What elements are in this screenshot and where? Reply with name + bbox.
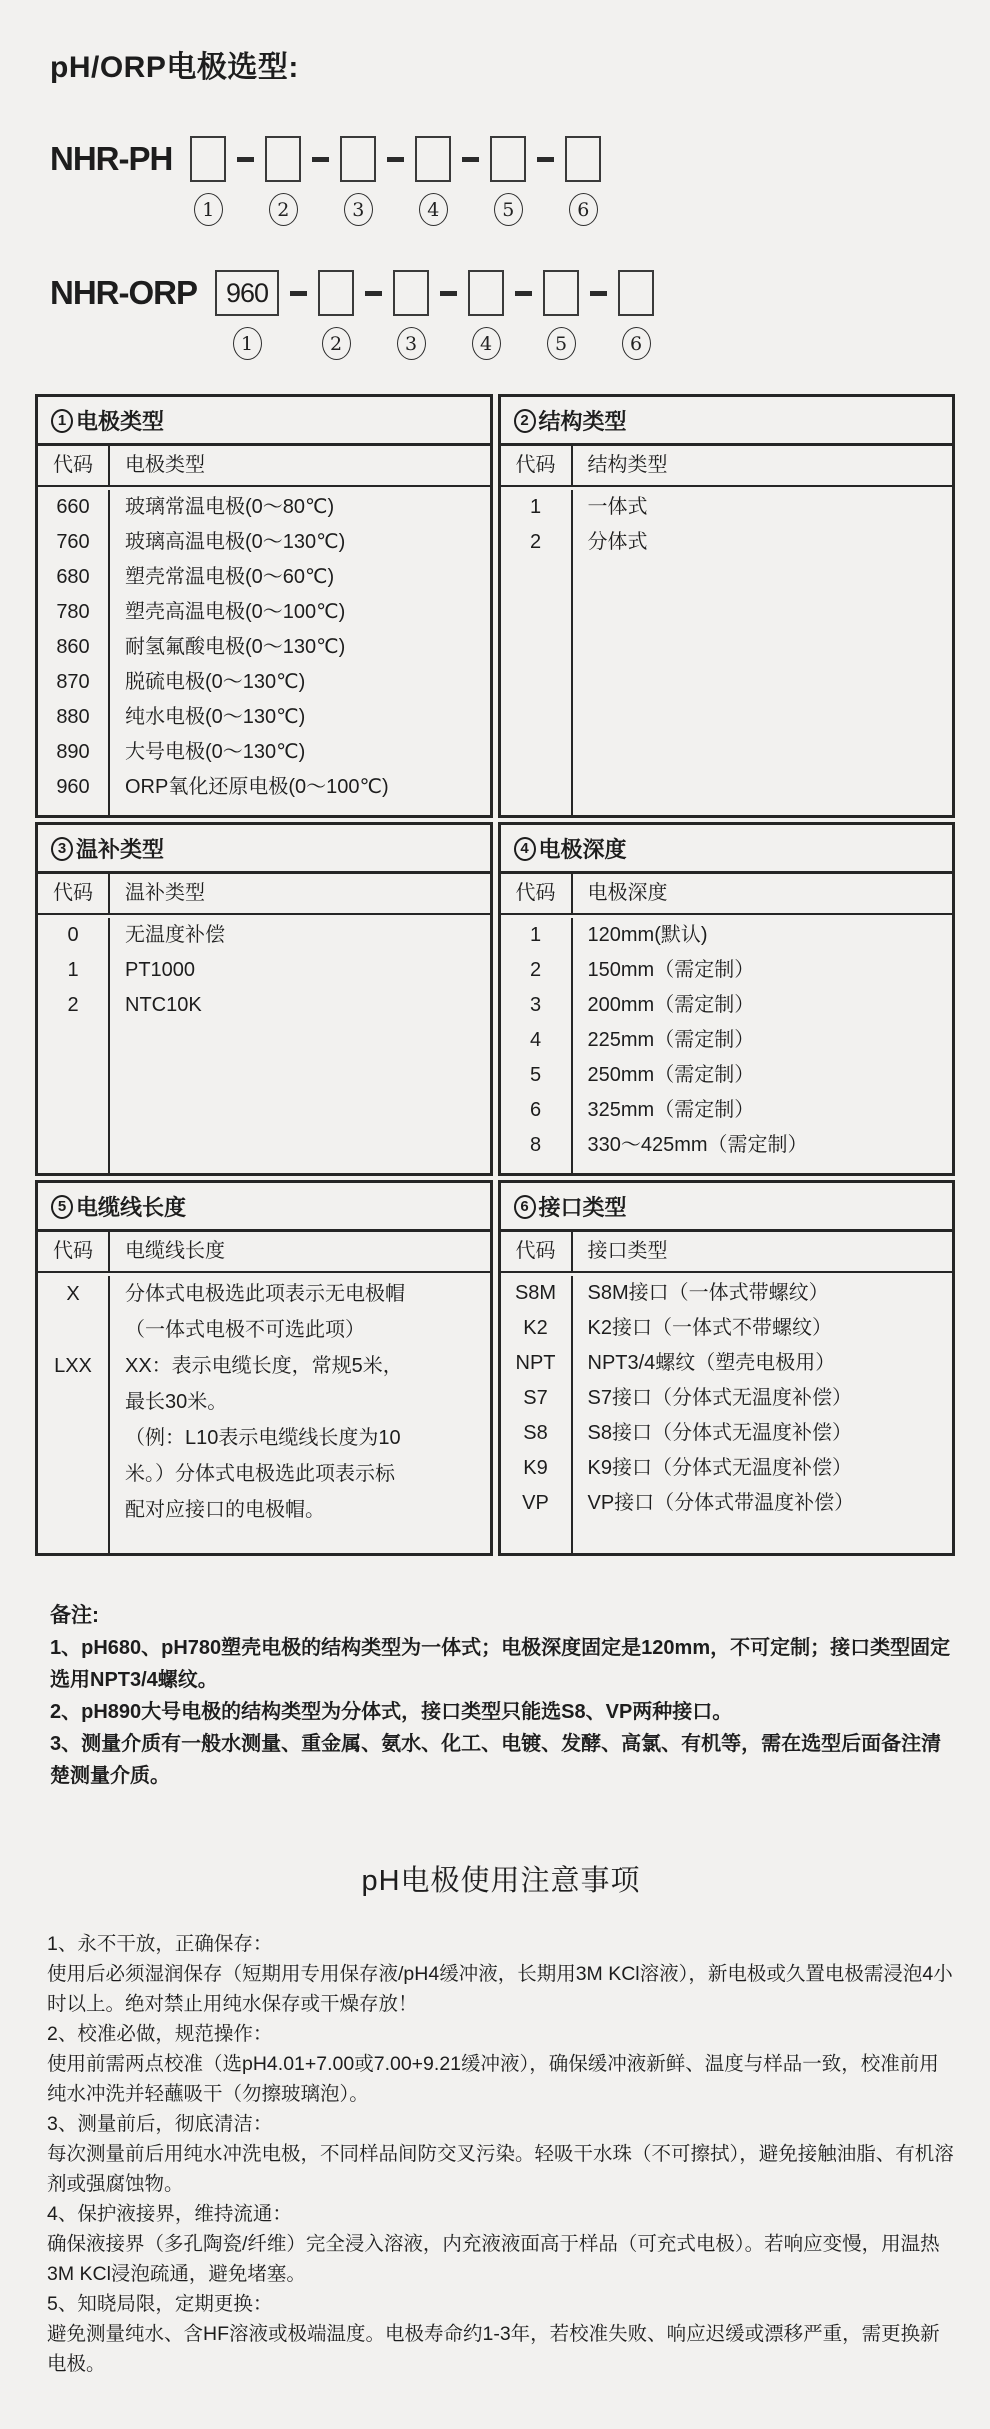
section-title bbox=[501, 397, 953, 446]
code-cell bbox=[501, 1163, 573, 1173]
table-row bbox=[501, 1416, 953, 1451]
code-slot-unit bbox=[543, 270, 579, 360]
table-body bbox=[501, 915, 953, 1173]
desc-cell: 120mm(默认) bbox=[587, 924, 708, 946]
code-cell: 880 bbox=[38, 700, 110, 735]
code-slot-unit bbox=[490, 136, 526, 226]
table-filler-row bbox=[501, 1163, 953, 1173]
dash-line bbox=[590, 291, 607, 296]
desc-cell: S8接口（分体式无温度补偿） bbox=[587, 1422, 852, 1444]
desc-line: 分体式电极选此项表示无电极帽 bbox=[125, 1283, 405, 1305]
usage-item-heading: 4、保护液接界，维持流通： bbox=[47, 2203, 292, 2225]
desc-cell: 一体式 bbox=[587, 496, 648, 518]
circled-number-icon: 3 bbox=[51, 837, 73, 861]
table-pair-2 bbox=[35, 822, 955, 1176]
desc-cell bbox=[110, 805, 490, 815]
code-column-header: 代码 bbox=[38, 874, 110, 913]
desc-cell bbox=[110, 1528, 490, 1553]
model-diagram-orp bbox=[50, 270, 955, 360]
desc-cell: K2接口（一体式不带螺纹） bbox=[587, 1317, 832, 1339]
table-body bbox=[38, 915, 490, 1173]
column-header-row bbox=[38, 874, 490, 915]
remark-item: 2、pH890大号电极的结构类型为分体式，接口类型只能选S8、VP两种接口。 bbox=[50, 1701, 733, 1723]
table-row bbox=[501, 1128, 953, 1163]
usage-item bbox=[47, 2109, 955, 2199]
page-title: pH/ORP电极选型: bbox=[50, 51, 299, 84]
desc-cell: S8M接口（一体式带螺纹） bbox=[587, 1282, 829, 1304]
desc-cell: 塑壳高温电极(0～100℃) bbox=[125, 601, 346, 623]
code-cell: K2 bbox=[501, 1311, 573, 1346]
circled-number-icon: 4 bbox=[514, 837, 536, 861]
desc-cell: 250mm（需定制） bbox=[587, 1064, 755, 1086]
code-slot-unit bbox=[340, 136, 376, 226]
code-cell: 4 bbox=[501, 1023, 573, 1058]
desc-cell: S7接口（分体式无温度补偿） bbox=[587, 1387, 852, 1409]
code-cell: 780 bbox=[38, 595, 110, 630]
code-cell: 8 bbox=[501, 1128, 573, 1163]
code-cell bbox=[501, 560, 573, 815]
position-3-badge: 3 bbox=[344, 193, 373, 226]
table-pair-1 bbox=[35, 394, 955, 818]
code-slot-box-960: 960 bbox=[215, 270, 279, 316]
desc-cell: 塑壳常温电极(0～60℃) bbox=[125, 566, 335, 588]
code-cell: 0 bbox=[38, 918, 110, 953]
code-cell: 5 bbox=[501, 1058, 573, 1093]
code-cell: 760 bbox=[38, 525, 110, 560]
table-row bbox=[501, 1486, 953, 1521]
desc-cell bbox=[110, 1348, 490, 1528]
code-cell: 1 bbox=[38, 953, 110, 988]
dash-separator bbox=[290, 270, 307, 316]
desc-cell: 玻璃高温电极(0～130℃) bbox=[125, 531, 346, 553]
code-cell: LXX bbox=[38, 1348, 110, 1528]
dash-separator bbox=[387, 136, 404, 182]
usage-notes-block bbox=[47, 1858, 955, 2379]
section-connector-type bbox=[498, 1180, 956, 1556]
table-row bbox=[38, 490, 490, 525]
code-slot-box bbox=[565, 136, 601, 182]
dash-line bbox=[237, 157, 254, 162]
dash-line bbox=[290, 291, 307, 296]
code-column-header: 代码 bbox=[501, 874, 573, 913]
position-1-badge: 1 bbox=[233, 327, 262, 360]
desc-cell: 分体式 bbox=[587, 531, 648, 553]
section-cable-length bbox=[35, 1180, 493, 1556]
code-cell bbox=[38, 1023, 110, 1173]
code-cell: 860 bbox=[38, 630, 110, 665]
code-slot-box bbox=[393, 270, 429, 316]
code-slot-box bbox=[543, 270, 579, 316]
table-filler-row bbox=[38, 1528, 490, 1553]
position-5-badge: 5 bbox=[547, 327, 576, 360]
table-row bbox=[501, 525, 953, 560]
code-slot-unit bbox=[318, 270, 354, 360]
table-filler-row bbox=[501, 1521, 953, 1553]
section-title bbox=[501, 1183, 953, 1232]
desc-line: （一体式电极不可选此项） bbox=[125, 1319, 365, 1341]
code-cell: VP bbox=[501, 1486, 573, 1521]
desc-line: （例：L10表示电缆线长度为10 bbox=[125, 1427, 401, 1449]
desc-cell: 纯水电极(0～130℃) bbox=[125, 706, 306, 728]
desc-column-header: 电极深度 bbox=[587, 882, 668, 904]
code-cell: 660 bbox=[38, 490, 110, 525]
table-row bbox=[501, 1451, 953, 1486]
desc-cell: NPT3/4螺纹（塑壳电极用） bbox=[587, 1352, 836, 1374]
desc-cell: 无温度补偿 bbox=[125, 924, 225, 946]
dash-separator bbox=[462, 136, 479, 182]
usage-item-body: 使用前需两点校准（选pH4.01+7.00或7.00+9.21缓冲液），确保缓冲液新鲜、温度与样品一致，校准前用纯水冲洗并轻蘸吸干（勿擦玻璃泡）。 bbox=[47, 2053, 939, 2105]
table-row bbox=[38, 988, 490, 1023]
table-filler-row bbox=[38, 1023, 490, 1173]
code-slot-box bbox=[618, 270, 654, 316]
section-electrode-type bbox=[35, 394, 493, 818]
dash-line bbox=[387, 157, 404, 162]
table-row bbox=[501, 1381, 953, 1416]
code-slot-box bbox=[490, 136, 526, 182]
code-cell: 890 bbox=[38, 735, 110, 770]
remark-item: 1、pH680、pH780塑壳电极的结构类型为一体式；电极深度固定是120mm，不可定制；接口类型固定选用NPT3/4螺纹。 bbox=[50, 1637, 951, 1691]
desc-column-header: 电极类型 bbox=[125, 454, 205, 476]
code-slot-unit bbox=[618, 270, 654, 360]
table-row bbox=[38, 560, 490, 595]
code-slot-unit bbox=[393, 270, 429, 360]
desc-cell bbox=[573, 560, 953, 815]
desc-cell bbox=[110, 1276, 490, 1348]
dash-line bbox=[515, 291, 532, 296]
code-slots-row bbox=[190, 136, 601, 226]
desc-line: 最长30米。 bbox=[125, 1391, 228, 1413]
usage-item-heading: 3、测量前后，彻底清洁： bbox=[47, 2113, 273, 2135]
table-row bbox=[501, 1058, 953, 1093]
usage-item-heading: 1、永不干放，正确保存： bbox=[47, 1933, 273, 1955]
dash-separator bbox=[590, 270, 607, 316]
code-slot-box bbox=[340, 136, 376, 182]
desc-cell: 225mm（需定制） bbox=[587, 1029, 755, 1051]
code-slot-unit bbox=[565, 136, 601, 226]
code-slot-box bbox=[468, 270, 504, 316]
code-slots-row bbox=[215, 270, 654, 360]
code-cell: 870 bbox=[38, 665, 110, 700]
dash-separator bbox=[440, 270, 457, 316]
column-header-row bbox=[501, 874, 953, 915]
code-cell: NPT bbox=[501, 1346, 573, 1381]
usage-item bbox=[47, 2199, 955, 2289]
code-cell: 2 bbox=[501, 525, 573, 560]
table-row bbox=[501, 490, 953, 525]
desc-cell: VP接口（分体式带温度补偿） bbox=[587, 1492, 855, 1514]
desc-cell: 耐氢氟酸电极(0～130℃) bbox=[125, 636, 346, 658]
desc-cell: 玻璃常温电极(0～80℃) bbox=[125, 496, 335, 518]
desc-cell: 330～425mm（需定制） bbox=[587, 1134, 808, 1156]
usage-title: pH电极使用注意事项 bbox=[361, 1865, 641, 1897]
model-prefix-ph: NHR-PH bbox=[50, 140, 173, 177]
table-filler-row bbox=[501, 560, 953, 815]
code-slot-box bbox=[318, 270, 354, 316]
code-column-header: 代码 bbox=[38, 446, 110, 485]
code-cell bbox=[501, 1521, 573, 1553]
usage-item bbox=[47, 2289, 955, 2379]
table-pair-3 bbox=[35, 1180, 955, 1556]
code-slot-box bbox=[190, 136, 226, 182]
section-title-text: 温补类型 bbox=[76, 837, 165, 862]
table-filler-row bbox=[38, 805, 490, 815]
circled-number-icon: 6 bbox=[514, 1195, 536, 1219]
dash-line bbox=[462, 157, 479, 162]
usage-item-heading: 2、校准必做，规范操作： bbox=[47, 2023, 273, 2045]
table-body bbox=[38, 1273, 490, 1553]
code-cell: 1 bbox=[501, 490, 573, 525]
desc-cell: 150mm（需定制） bbox=[587, 959, 755, 981]
model-prefix-orp: NHR-ORP bbox=[50, 274, 197, 311]
code-cell: 2 bbox=[501, 953, 573, 988]
table-row bbox=[38, 665, 490, 700]
column-header-row bbox=[38, 446, 490, 487]
position-1-badge: 1 bbox=[194, 193, 223, 226]
desc-cell: 200mm（需定制） bbox=[587, 994, 755, 1016]
code-cell: K9 bbox=[501, 1451, 573, 1486]
dash-line bbox=[312, 157, 329, 162]
desc-cell: ORP氧化还原电极(0～100℃) bbox=[125, 776, 389, 798]
section-title-text: 结构类型 bbox=[538, 409, 627, 434]
table-row bbox=[38, 700, 490, 735]
remarks-block bbox=[50, 1600, 955, 1792]
table-body bbox=[501, 1273, 953, 1553]
table-body bbox=[38, 487, 490, 815]
remarks-title: 备注: bbox=[50, 1604, 99, 1627]
section-title-text: 电缆线长度 bbox=[76, 1195, 187, 1220]
code-cell: 1 bbox=[501, 918, 573, 953]
model-diagram-ph bbox=[50, 136, 955, 226]
desc-line: 米。）分体式电极选此项表示标 bbox=[125, 1463, 395, 1485]
desc-cell: 大号电极(0～130℃) bbox=[125, 741, 306, 763]
code-cell: X bbox=[38, 1276, 110, 1348]
position-2-badge: 2 bbox=[322, 327, 351, 360]
table-row bbox=[38, 953, 490, 988]
table-row bbox=[501, 988, 953, 1023]
desc-cell bbox=[573, 1163, 953, 1173]
code-column-header: 代码 bbox=[501, 446, 573, 485]
dash-separator bbox=[365, 270, 382, 316]
table-row bbox=[501, 918, 953, 953]
position-6-badge: 6 bbox=[622, 327, 651, 360]
table-row bbox=[38, 595, 490, 630]
dash-separator bbox=[237, 136, 254, 182]
section-title-text: 电极深度 bbox=[538, 837, 627, 862]
desc-line: XX：表示电缆长度，常规5米， bbox=[125, 1355, 403, 1377]
code-cell: S8M bbox=[501, 1276, 573, 1311]
desc-cell: 325mm（需定制） bbox=[587, 1099, 755, 1121]
usage-item-body: 每次测量前后用纯水冲洗电极，不同样品间防交叉污染。轻吸干水珠（不可擦拭），避免接触油脂、有机溶剂或强腐蚀物。 bbox=[47, 2143, 954, 2195]
code-cell: 2 bbox=[38, 988, 110, 1023]
section-electrode-depth bbox=[498, 822, 956, 1176]
desc-cell: NTC10K bbox=[125, 994, 202, 1016]
desc-column-header: 接口类型 bbox=[587, 1240, 668, 1262]
dash-separator bbox=[537, 136, 554, 182]
usage-item-body: 避免测量纯水、含HF溶液或极端温度。电极寿命约1-3年，若校准失败、响应迟缓或漂移严重，需更换新电极。 bbox=[47, 2323, 940, 2375]
position-4-badge: 4 bbox=[472, 327, 501, 360]
section-title-text: 电极类型 bbox=[76, 409, 165, 434]
desc-column-header: 电缆线长度 bbox=[125, 1240, 225, 1262]
usage-item-heading: 5、知晓局限，定期更换： bbox=[47, 2293, 273, 2315]
code-slot-box bbox=[415, 136, 451, 182]
table-row bbox=[38, 735, 490, 770]
code-slot-box bbox=[265, 136, 301, 182]
table-row bbox=[38, 525, 490, 560]
dash-separator bbox=[312, 136, 329, 182]
table-row bbox=[38, 918, 490, 953]
position-2-badge: 2 bbox=[269, 193, 298, 226]
code-cell: 3 bbox=[501, 988, 573, 1023]
usage-item bbox=[47, 2019, 955, 2109]
column-header-row bbox=[501, 1232, 953, 1273]
section-title bbox=[38, 397, 490, 446]
code-slot-unit bbox=[215, 270, 279, 360]
code-slot-unit bbox=[265, 136, 301, 226]
desc-cell: PT1000 bbox=[125, 959, 196, 981]
circled-number-icon: 5 bbox=[51, 1195, 73, 1219]
desc-cell: 脱硫电极(0～130℃) bbox=[125, 671, 306, 693]
code-cell: 6 bbox=[501, 1093, 573, 1128]
dash-line bbox=[440, 291, 457, 296]
desc-line: 配对应接口的电极帽。 bbox=[125, 1499, 325, 1521]
desc-column-header: 结构类型 bbox=[587, 454, 668, 476]
circled-number-icon: 1 bbox=[51, 409, 73, 433]
desc-cell bbox=[110, 1023, 490, 1173]
section-title bbox=[501, 825, 953, 874]
usage-item-body: 使用后必须湿润保存（短期用专用保存液/pH4缓冲液，长期用3M KCl溶液），新电极或久置电极需浸泡4小时以上。绝对禁止用纯水保存或干燥存放！ bbox=[47, 1963, 953, 2015]
code-cell: 680 bbox=[38, 560, 110, 595]
table-row bbox=[501, 1276, 953, 1311]
table-row bbox=[38, 1276, 490, 1348]
section-temp-compensation bbox=[35, 822, 493, 1176]
table-row bbox=[501, 1346, 953, 1381]
table-body bbox=[501, 487, 953, 815]
dash-separator bbox=[515, 270, 532, 316]
circled-number-icon: 2 bbox=[514, 409, 536, 433]
code-cell: S8 bbox=[501, 1416, 573, 1451]
remark-item: 3、测量介质有一般水测量、重金属、氨水、化工、电镀、发酵、高氯、有机等，需在选型后面备注清楚测量介质。 bbox=[50, 1733, 942, 1787]
code-cell: S7 bbox=[501, 1381, 573, 1416]
section-title-text: 接口类型 bbox=[538, 1195, 627, 1220]
table-row bbox=[501, 1311, 953, 1346]
usage-item bbox=[47, 1929, 955, 2019]
table-row bbox=[38, 770, 490, 805]
code-slot-unit bbox=[468, 270, 504, 360]
table-row bbox=[501, 1093, 953, 1128]
table-row bbox=[38, 630, 490, 665]
table-row bbox=[501, 953, 953, 988]
code-cell bbox=[38, 805, 110, 815]
table-row bbox=[38, 1348, 490, 1528]
code-column-header: 代码 bbox=[38, 1232, 110, 1271]
section-structure-type bbox=[498, 394, 956, 818]
section-title bbox=[38, 1183, 490, 1232]
desc-cell bbox=[573, 1521, 953, 1553]
code-slot-unit bbox=[190, 136, 226, 226]
code-cell bbox=[38, 1528, 110, 1553]
desc-cell: K9接口（分体式无温度补偿） bbox=[587, 1457, 852, 1479]
usage-item-body: 确保液接界（多孔陶瓷/纤维）完全浸入溶液，内充液液面高于样品（可充式电极）。若响应变慢，用温热3M KCl浸泡疏通，避免堵塞。 bbox=[47, 2233, 940, 2285]
position-4-badge: 4 bbox=[419, 193, 448, 226]
code-slot-unit bbox=[415, 136, 451, 226]
table-row bbox=[501, 1023, 953, 1058]
code-cell: 960 bbox=[38, 770, 110, 805]
desc-column-header: 温补类型 bbox=[125, 882, 205, 904]
column-header-row bbox=[38, 1232, 490, 1273]
section-title bbox=[38, 825, 490, 874]
dash-line bbox=[365, 291, 382, 296]
position-3-badge: 3 bbox=[397, 327, 426, 360]
column-header-row bbox=[501, 446, 953, 487]
dash-line bbox=[537, 157, 554, 162]
position-6-badge: 6 bbox=[569, 193, 598, 226]
code-column-header: 代码 bbox=[501, 1232, 573, 1271]
position-5-badge: 5 bbox=[494, 193, 523, 226]
